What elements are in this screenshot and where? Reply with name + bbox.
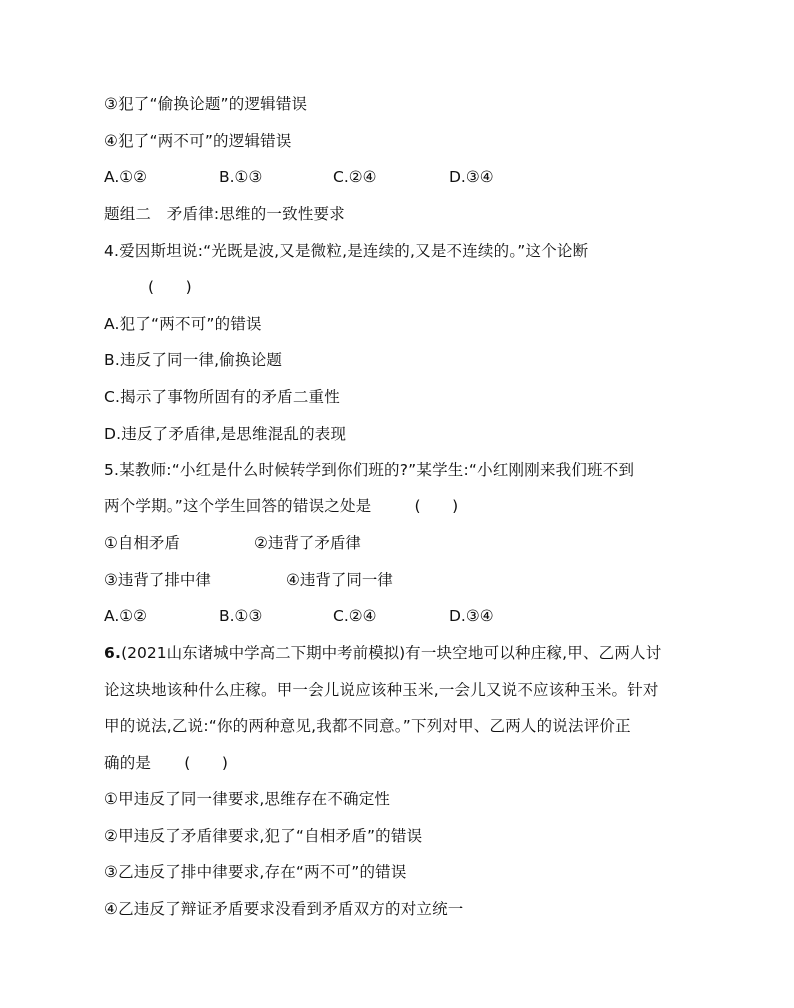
q4-option-b: B.违反了同一律,偷换论题 (104, 351, 283, 369)
q3-option-d: D.③④ (449, 168, 494, 186)
q6-stem-line-1 (104, 643, 661, 663)
q6-item-2: ②甲违反了矛盾律要求,犯了“自相矛盾”的错误 (104, 827, 423, 845)
q5-item-3: ③违背了排中律 (104, 571, 211, 589)
q3-item-3: ③犯了“偷换论题”的逻辑错误 (104, 95, 308, 113)
q5-item-1: ①自相矛盾 (104, 534, 180, 552)
q5-item-2: ②违背了矛盾律 (254, 534, 361, 552)
q6-source: (2021山东诸城中学高二下期中考前模拟) (121, 644, 406, 662)
q6-stem-text: 有一块空地可以种庄稼,甲、乙两人讨 (405, 644, 662, 662)
q6-stem-line-2: 论这块地该种什么庄稼。甲一会儿说应该种玉米,一会儿又说不应该种玉米。针对 (104, 681, 659, 699)
q5-stem-text: 两个学期。”这个学生回答的错误之处是 (104, 497, 372, 515)
q6-item-3: ③乙违反了排中律要求,存在“两不可”的错误 (104, 863, 407, 881)
q5-answer-blank: ( ) (414, 497, 459, 515)
q3-option-b: B.①③ (219, 168, 263, 186)
q4-stem: 4.爱因斯坦说:“光既是波,又是微粒,是连续的,又是不连续的。”这个论断 (104, 242, 589, 260)
q4-answer-blank: ( ) (148, 278, 192, 296)
q6-answer-blank: ( ) (184, 754, 229, 772)
q6-number: 6. (104, 644, 122, 662)
q6-stem-line-4 (104, 753, 228, 773)
q4-option-c: C.揭示了事物所固有的矛盾二重性 (104, 388, 340, 406)
q3-item-4: ④犯了“两不可”的逻辑错误 (104, 132, 292, 150)
q5-stem-line-1: 5.某教师:“小红是什么时候转学到你们班的?”某学生:“小红刚刚来我们班不到 (104, 461, 635, 479)
q4-option-d: D.违反了矛盾律,是思维混乱的表现 (104, 425, 347, 443)
q5-option-a: A.①② (104, 607, 148, 625)
q6-item-4: ④乙违反了辩证矛盾要求没看到矛盾双方的对立统一 (104, 900, 464, 918)
q5-option-d: D.③④ (449, 607, 494, 625)
q6-stem-line-3: 甲的说法,乙说:“你的两种意见,我都不同意。”下列对甲、乙两人的说法评价正 (104, 717, 631, 735)
q5-stem-line-2 (104, 496, 458, 516)
q3-option-a: A.①② (104, 168, 148, 186)
group-heading: 题组二 矛盾律:思维的一致性要求 (104, 205, 345, 223)
q3-option-c: C.②④ (333, 168, 377, 186)
q5-item-4: ④违背了同一律 (286, 571, 393, 589)
q5-option-b: B.①③ (219, 607, 263, 625)
q5-option-c: C.②④ (333, 607, 377, 625)
q6-item-1: ①甲违反了同一律要求,思维存在不确定性 (104, 790, 391, 808)
q4-option-a: A.犯了“两不可”的错误 (104, 315, 262, 333)
q6-stem-text-end: 确的是 (104, 754, 152, 772)
